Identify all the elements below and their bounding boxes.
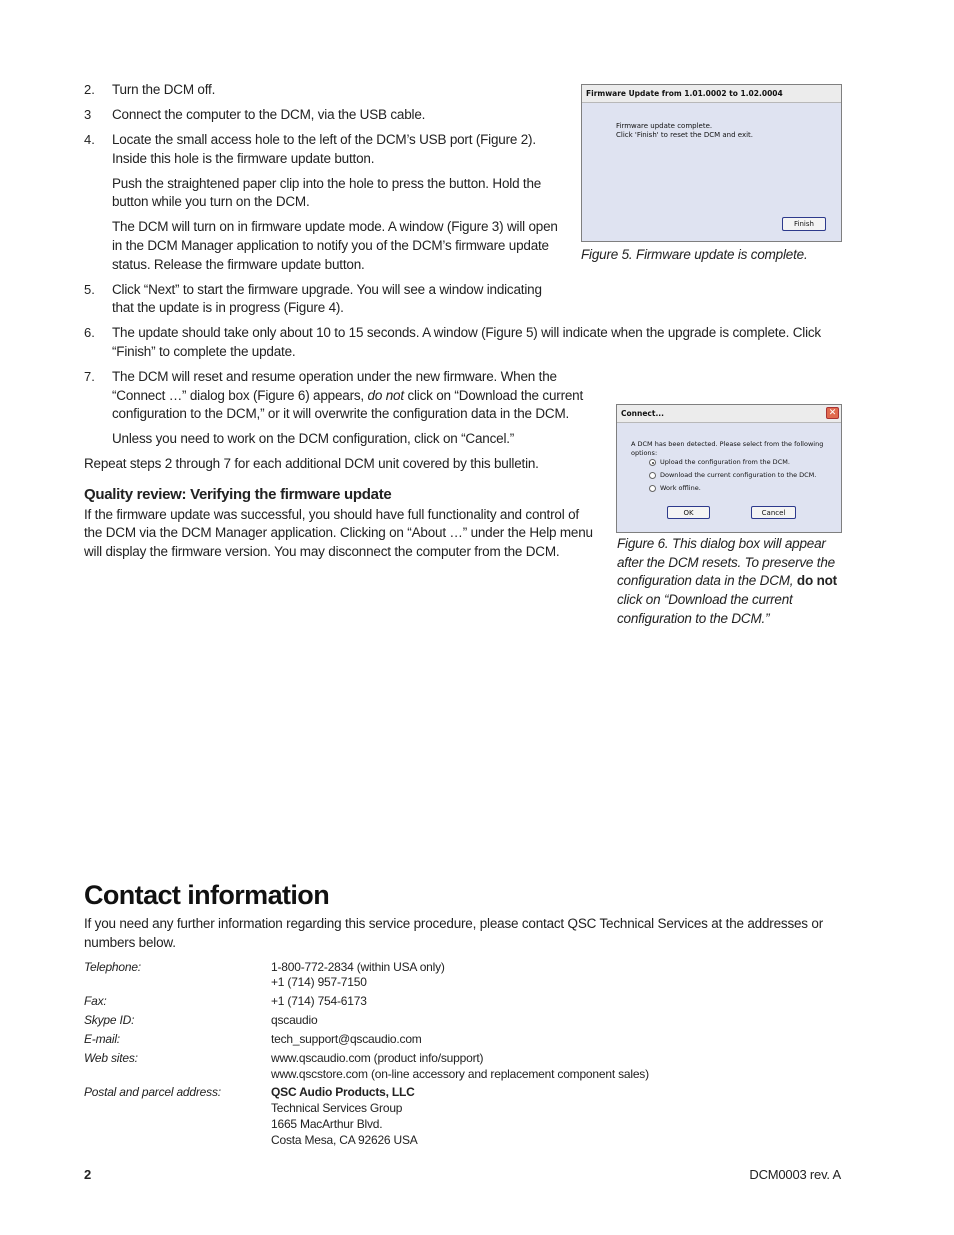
step-text: Turn the DCM off. (112, 82, 216, 97)
step-text: “Finish” to complete the update. (112, 344, 296, 359)
paragraph-line: If the firmware update was successful, you should have full functionality and control of (84, 507, 579, 522)
contact-label: Telephone: (84, 960, 141, 974)
caption-line: configuration to the DCM.” (617, 611, 770, 626)
finish-button[interactable]: Finish (782, 217, 826, 231)
step-text: Locate the small access hole to the left of the DCM’s USB port (Figure 2). (112, 132, 536, 147)
page-number: 2 (84, 1167, 92, 1182)
step-text: “Connect …” dialog box (Figure 6) appears, do not click on “Download the current (112, 388, 584, 403)
ok-button[interactable]: OK (667, 506, 710, 519)
message-line: Click 'Finish' to reset the DCM and exit. (616, 131, 754, 139)
dialog-prompt: A DCM has been detected. Please select from the following options: (631, 440, 824, 457)
option-label: Download the current configuration to the DCM. (660, 471, 817, 479)
contact-label: Skype ID: (84, 1013, 135, 1027)
radio-button[interactable] (649, 485, 656, 492)
step-number: 2. (84, 82, 95, 97)
step-number: 3 (84, 107, 92, 122)
caption-line: Figure 6. This dialog box will appear (617, 536, 826, 551)
contact-value: qscaudio (271, 1013, 318, 1027)
window-title: Connect... (617, 405, 841, 423)
step-text: Inside this hole is the firmware update button. (112, 151, 375, 166)
step-text: status. Release the firmware update button. (112, 257, 365, 272)
step-text: The update should take only about 10 to 15 seconds. A window (Figure 5) will indicate when the upgrade is complete. Click (112, 325, 821, 340)
step-number: 6. (84, 325, 95, 340)
emphasis: do not (367, 388, 404, 403)
repeat-note: Repeat steps 2 through 7 for each additional DCM unit covered by this bulletin. (84, 456, 539, 471)
step-number: 4. (84, 132, 95, 147)
step-text: Unless you need to work on the DCM configuration, click on “Cancel.” (112, 431, 515, 446)
page-title: Contact information (84, 880, 330, 910)
contact-value: +1 (714) 957-7150 (271, 975, 367, 989)
website-link[interactable]: www.qscstore.com (on-line accessory and replacement component sales) (271, 1067, 649, 1081)
radio-button[interactable] (649, 472, 656, 479)
step-text: Click “Next” to start the firmware upgrade. You will see a window indicating (112, 282, 542, 297)
contact-value: Costa Mesa, CA 92626 USA (271, 1133, 418, 1147)
caption-line: click on “Download the current (617, 592, 793, 607)
figure-caption: Figure 5. Firmware update is complete. (581, 247, 808, 262)
window-title: Firmware Update from 1.01.0002 to 1.02.0004 (582, 85, 841, 103)
paragraph-line: If you need any further information regarding this service procedure, please contact QSC Technical Services at the addresses or (84, 916, 824, 931)
company-name: QSC Audio Products, LLC (271, 1085, 415, 1099)
paragraph-line: the DCM via the DCM Manager application. Clicking on “About …” under the Help menu (84, 525, 593, 540)
caption-bold: do not (796, 573, 837, 588)
website-link[interactable]: www.qscaudio.com (product info/support) (271, 1051, 484, 1065)
contact-label: E-mail: (84, 1032, 120, 1046)
step-text: Connect the computer to the DCM, via the USB cable. (112, 107, 426, 122)
email-link[interactable]: tech_support@qscaudio.com (271, 1032, 422, 1046)
figure5-screenshot (581, 84, 842, 242)
close-icon[interactable]: ✕ (826, 407, 839, 419)
contact-label: Fax: (84, 994, 107, 1008)
contact-label: Web sites: (84, 1051, 138, 1065)
radio-button[interactable] (649, 459, 656, 466)
contact-value: 1-800-772-2834 (within USA only) (271, 960, 445, 974)
caption-line: configuration data in the DCM, do not (617, 573, 837, 588)
section-heading: Quality review: Verifying the firmware update (84, 486, 392, 503)
step-text: Push the straightened paper clip into the hole to press the button. Hold the (112, 176, 542, 191)
option-label: Upload the configuration from the DCM. (660, 458, 790, 466)
step-text: button while you turn on the DCM. (112, 194, 310, 209)
step-text: The DCM will reset and resume operation under the new firmware. When the (112, 369, 557, 384)
document-id: DCM0003 rev. A (749, 1167, 841, 1182)
contact-value: 1665 MacArthur Blvd. (271, 1117, 383, 1131)
caption-line: after the DCM resets. To preserve the (617, 555, 835, 570)
figure6-screenshot (616, 404, 842, 533)
contact-value: +1 (714) 754-6173 (271, 994, 367, 1008)
paragraph-line: will display the firmware version. You may disconnect the computer from the DCM. (84, 544, 560, 559)
step-text: that the update is in progress (Figure 4). (112, 300, 344, 315)
step-text: The DCM will turn on in firmware update mode. A window (Figure 3) will open (112, 219, 558, 234)
step-number: 7. (84, 369, 95, 384)
message-line: Firmware update complete. (616, 122, 713, 130)
step-text: in the DCM Manager application to notify you of the DCM’s firmware update (112, 238, 549, 253)
step-number: 5. (84, 282, 95, 297)
cancel-button[interactable]: Cancel (751, 506, 796, 519)
paragraph-line: numbers below. (84, 935, 176, 950)
step-text: configuration to the DCM,” or it will overwrite the configuration data in the DCM. (112, 406, 570, 421)
contact-label: Postal and parcel address: (84, 1085, 221, 1099)
contact-value: Technical Services Group (271, 1101, 403, 1115)
option-label: Work offline. (660, 484, 701, 492)
